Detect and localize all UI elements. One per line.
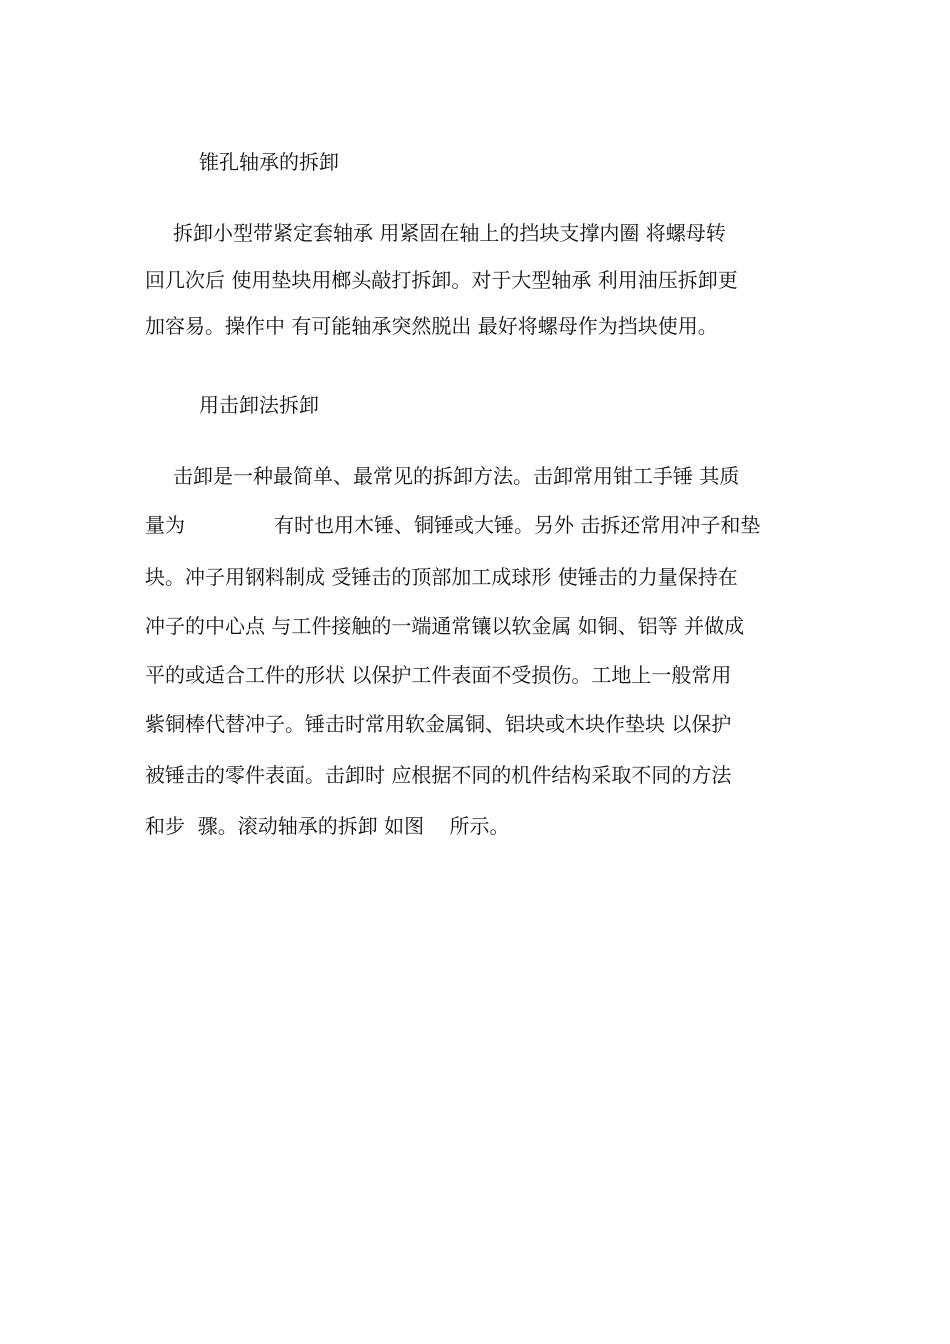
- paragraph-line: 被锤击的零件表面。击卸时 应根据不同的机件结构采取不同的方法: [145, 763, 732, 787]
- paragraph-line: 和步 骤。滚动轴承的拆卸 如图 所示。: [145, 814, 510, 838]
- paragraph-line: 击卸是一种最简单、最常见的拆卸方法。击卸常用钳工手锤 其质: [173, 464, 740, 488]
- paragraph-line: 平的或适合工件的形状 以保护工件表面不受损伤。工地上一般常用: [145, 663, 732, 687]
- paragraph-line: 紫铜棒代替冲子。锤击时常用软金属铜、铝块或木块作垫块 以保护: [145, 712, 732, 736]
- paragraph-line: 冲子的中心点 与工件接触的一端通常镶以软金属 如铜、铝等 并做成: [145, 614, 745, 638]
- section-heading-tapered-bore: 锥孔轴承的拆卸: [199, 150, 339, 174]
- paragraph-line: 加容易。操作中 有可能轴承突然脱出 最好将螺母作为挡块使用。: [145, 314, 718, 338]
- paragraph-line: 量为 有时也用木锤、铜锤或大锤。另外 击拆还常用冲子和垫: [145, 513, 761, 537]
- paragraph-line: 拆卸小型带紧定套轴承 用紧固在轴上的挡块支撑内圈 将螺母转: [173, 221, 726, 245]
- paragraph-line: 块。冲子用钢料制成 受锤击的顶部加工成球形 使锤击的力量保持在: [145, 565, 738, 589]
- section-heading-impact-removal: 用击卸法拆卸: [199, 393, 319, 417]
- paragraph-line: 回几次后 使用垫块用榔头敲打拆卸。对于大型轴承 利用油压拆卸更: [145, 268, 738, 292]
